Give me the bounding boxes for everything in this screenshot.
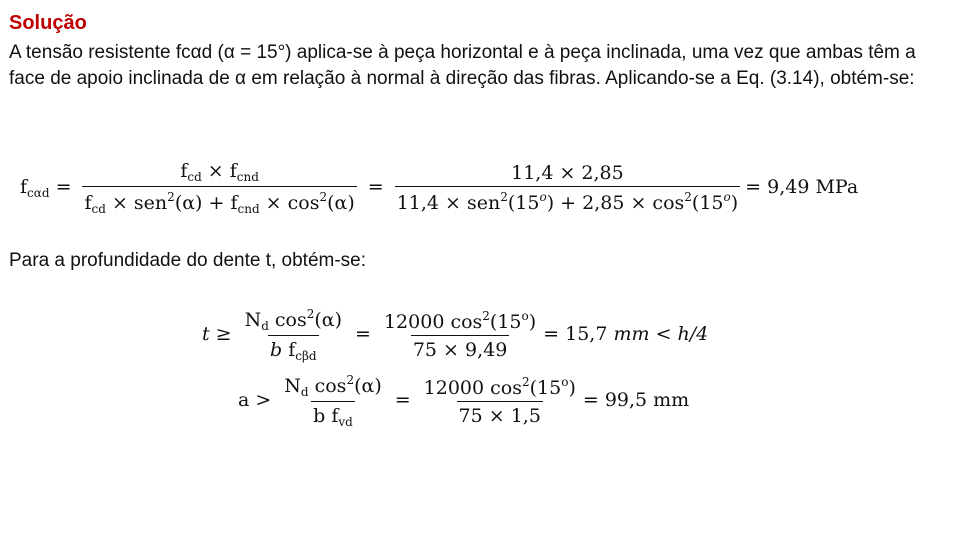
depth-paragraph: Para a profundidade do dente t, obtém-se: <box>9 250 367 271</box>
equation-f-c-alpha-d: $f_{c\alpha d}$ = $\frac{f_{cd} \times f_{cnd}}{f_{cd} \times sen^2(\alpha) + f_{cnd} \times \cos^2(\alpha)}$ = $\frac{11,4 \times 2,85}{11,4 \times sen^2(15^o) + 2,85 \times \cos^2(15^o)}$ = 9,49 MPa <box>20 160 859 216</box>
equation-depth-t: t ≥ $\frac{N_d \cos^2(\alpha)}{b f_{c\beta d}}$ = $\frac{12000 \cos^2(15^o)}{75 \times 9,49}$ = 15,7 mm < h/4 <box>202 307 709 363</box>
intro-paragraph: A tensão resistente fcαd (α = 15°) aplica-se à peça horizontal e à peça inclinada, uma vez que ambas têm a face de apoio inclinada de α em relação à normal à direção das fibras. Aplicando-se a Eq. (3.14), obtém-se: <box>9 42 916 89</box>
equation-a: a > $\frac{N_d \cos^2(\alpha)}{b f_{vd}}$ = $\frac{12000 \cos^2(15^o)}{75 \times 1,5}$ = 99,5 mm <box>238 373 690 429</box>
slide-title: Solução <box>9 12 87 34</box>
